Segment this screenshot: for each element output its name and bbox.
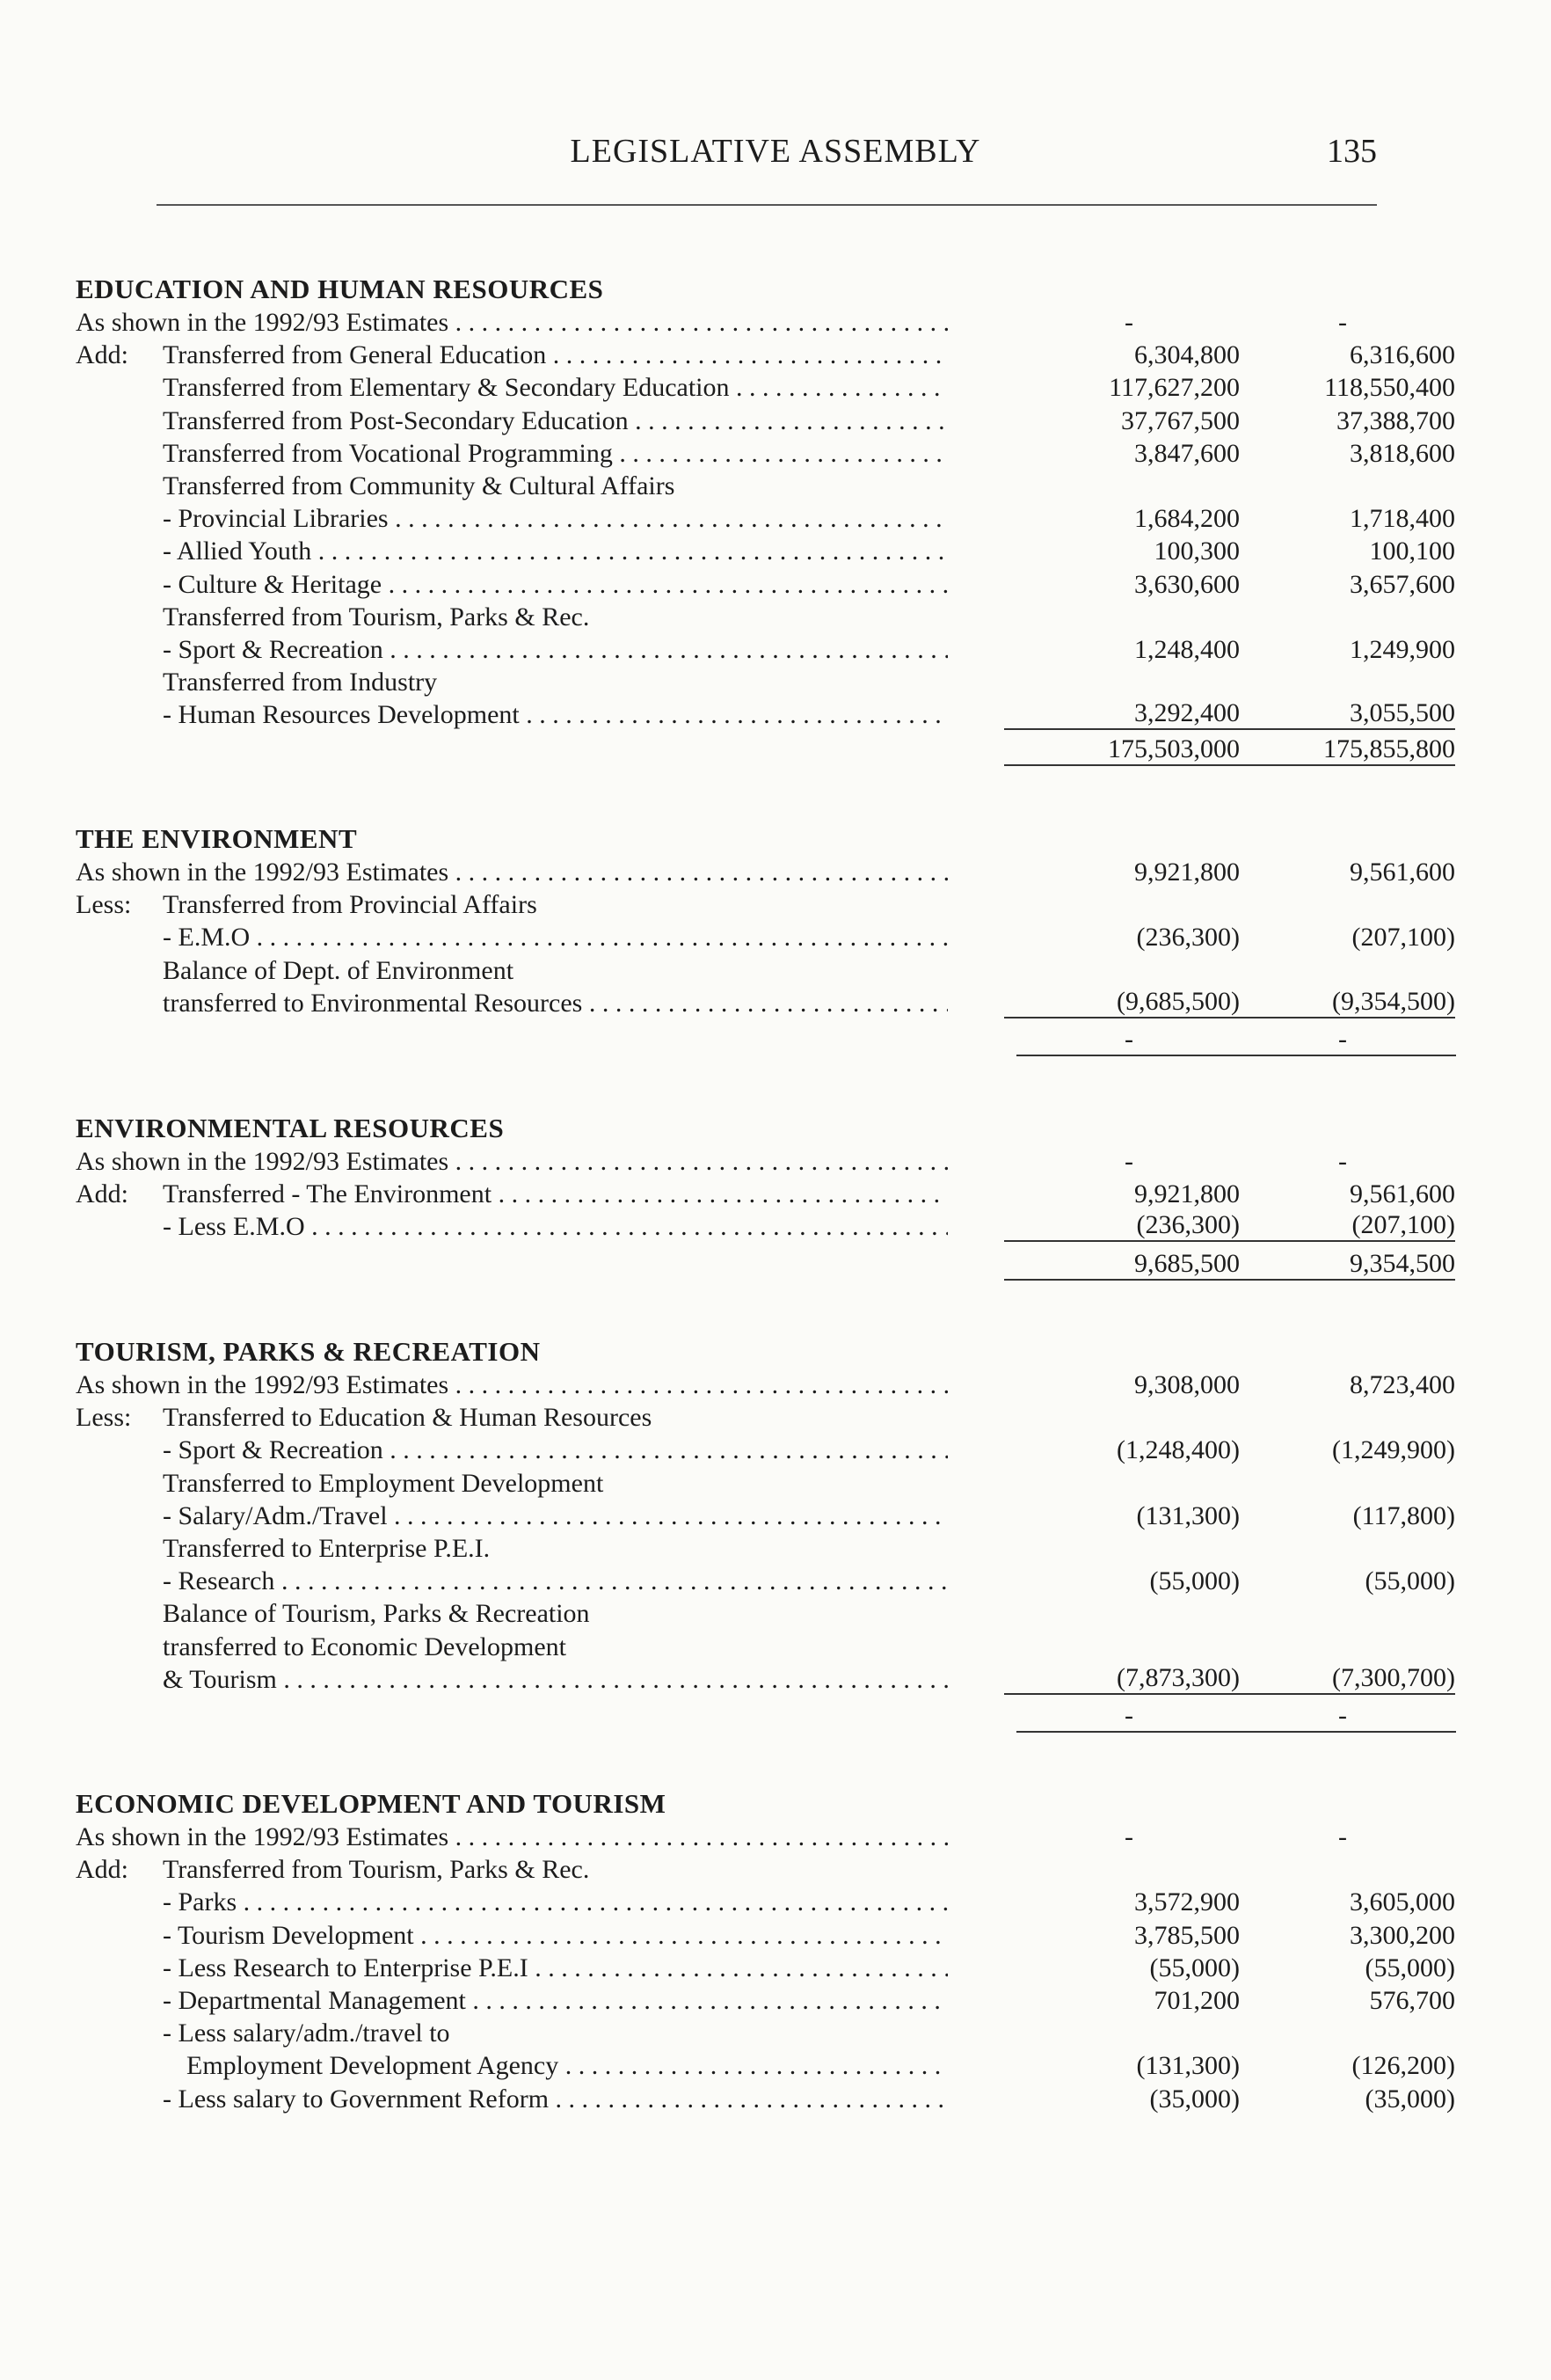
row-label: Transferred from Community & Cultural Affairs — [163, 471, 675, 500]
section-the-environment — [76, 822, 1455, 1057]
row-prefix: Less: — [76, 1403, 132, 1433]
table-row — [76, 1886, 1455, 1918]
value-1993-94: (117,800) — [1352, 1500, 1455, 1530]
row-label: - E.M.O . . . — [163, 921, 948, 953]
value-1993-94: (1,249,900) — [1332, 1435, 1455, 1465]
table-row — [76, 339, 1455, 371]
value-1992-93: 6,304,800 — [1134, 340, 1240, 370]
table-row — [76, 921, 1455, 953]
row-label: - Less salary/adm./travel to — [163, 2019, 450, 2048]
table-row — [76, 306, 1394, 339]
row-label: Transferred - The Environment . . . — [163, 1178, 948, 1210]
table-row — [76, 1210, 1455, 1243]
value-1992-93: (236,300) — [1136, 923, 1240, 953]
value-1992-93: 9,921,800 — [1134, 1179, 1240, 1209]
table-row — [76, 1821, 1394, 1853]
table-row — [76, 601, 1394, 633]
table-row — [76, 437, 1455, 470]
value-1993-94: - — [1338, 308, 1347, 337]
row-label: Transferred to Employment Development — [163, 1468, 604, 1498]
row-label: As shown in the 1992/93 Estimates . . . — [76, 1369, 948, 1401]
row-prefix: Add: — [76, 1855, 128, 1885]
table-row — [76, 698, 1455, 731]
table-row — [76, 1467, 1394, 1500]
total-row — [76, 1701, 1394, 1734]
value-1993-94: 100,100 — [1369, 537, 1455, 566]
row-label: Transferred from Provincial Affairs — [163, 890, 537, 920]
row-label: As shown in the 1992/93 Estimates . . . — [76, 306, 948, 339]
value-1992-93: 37,767,500 — [1121, 405, 1240, 435]
value-1993-94: 6,316,600 — [1350, 340, 1455, 370]
value-1993-94: (207,100) — [1351, 923, 1455, 953]
row-label: transferred to Environmental Resources . . . — [163, 987, 948, 1019]
value-1992-93: (55,000) — [1149, 1953, 1240, 1982]
row-label: Employment Development Agency . . . — [186, 2049, 948, 2082]
table-row — [76, 1565, 1455, 1597]
row-label: - Departmental Management . . . — [163, 1984, 948, 2017]
row-label: & Tourism . . . — [163, 1663, 948, 1696]
table-row — [76, 2049, 1455, 2082]
row-label: Balance of Tourism, Parks & Recreation — [163, 1599, 590, 1629]
total-1992-93: - — [1016, 1701, 1242, 1733]
total-row — [76, 1025, 1394, 1057]
row-label: Transferred from Tourism, Parks & Rec. — [163, 602, 590, 632]
value-1993-94: (55,000) — [1365, 1953, 1455, 1982]
value-1993-94: 8,723,400 — [1350, 1370, 1455, 1399]
value-1992-93: 9,308,000 — [1134, 1370, 1240, 1399]
row-label: - Human Resources Development . . . — [163, 698, 948, 731]
value-1992-93: (7,873,300) — [1004, 1663, 1240, 1695]
table-row — [76, 1434, 1455, 1466]
table-row — [76, 856, 1455, 888]
value-1992-93: - — [1125, 308, 1133, 337]
total-1992-93: - — [1016, 1025, 1242, 1056]
section-title: ECONOMIC DEVELOPMENT AND TOURISM — [76, 1788, 666, 1819]
section-economic-development-tourism — [76, 1787, 1455, 2115]
total-1993-94: - — [1229, 1025, 1456, 1056]
row-prefix: Less: — [76, 890, 132, 920]
row-label: Transferred from Vocational Programming . . . — [163, 437, 948, 470]
table-row — [76, 1597, 1394, 1630]
value-1992-93: 1,248,400 — [1134, 634, 1240, 664]
value-1992-93: 701,200 — [1154, 1985, 1240, 2015]
value-1993-94: (126,200) — [1351, 2051, 1455, 2081]
value-1992-93: 3,572,900 — [1134, 1887, 1240, 1917]
value-1993-94: (207,100) — [1224, 1210, 1455, 1242]
row-label: - Salary/Adm./Travel . . . — [163, 1500, 948, 1532]
page-number: 135 — [1327, 133, 1377, 170]
row-label: Transferred from Tourism, Parks & Rec. — [163, 1855, 590, 1885]
row-label: Transferred from Industry — [163, 668, 438, 697]
row-label: - Culture & Heritage . . . — [163, 568, 948, 601]
value-1993-94: (55,000) — [1365, 1566, 1455, 1596]
section-title: THE ENVIRONMENT — [76, 823, 358, 854]
table-row — [76, 666, 1394, 698]
row-label: As shown in the 1992/93 Estimates . . . — [76, 1145, 948, 1178]
section-education-human-resources — [76, 273, 1455, 768]
value-1992-93: 3,785,500 — [1134, 1920, 1240, 1950]
section-title: ENVIRONMENTAL RESOURCES — [76, 1113, 505, 1143]
section-environmental-resources — [76, 1112, 1455, 1281]
value-1993-94: (7,300,700) — [1224, 1663, 1455, 1695]
section-tourism-parks-recreation — [76, 1335, 1455, 1734]
table-row — [76, 1631, 1394, 1663]
value-1992-93: - — [1125, 1822, 1133, 1851]
table-row — [76, 1984, 1455, 2017]
value-1993-94: 3,605,000 — [1350, 1887, 1455, 1917]
row-label: Balance of Dept. of Environment — [163, 955, 514, 985]
value-1992-93: - — [1125, 1147, 1133, 1176]
row-label: Transferred from Elementary & Secondary Education . . . — [163, 371, 948, 404]
value-1993-94: 576,700 — [1369, 1985, 1455, 2015]
value-1992-93: 1,684,200 — [1134, 504, 1240, 534]
value-1993-94: - — [1338, 1147, 1347, 1176]
total-row — [76, 734, 1455, 767]
value-1992-93: (131,300) — [1136, 2051, 1240, 2081]
value-1993-94: 118,550,400 — [1324, 373, 1455, 403]
table-row — [76, 502, 1455, 535]
table-row — [76, 1919, 1455, 1952]
value-1993-94: 37,388,700 — [1336, 405, 1455, 435]
table-row — [76, 568, 1455, 601]
table-row — [76, 371, 1455, 404]
row-label: - Less salary to Government Reform . . . — [163, 2083, 948, 2115]
table-row — [76, 1853, 1394, 1886]
row-label: transferred to Economic Development — [163, 1632, 566, 1661]
total-1992-93: 175,503,000 — [1004, 734, 1240, 766]
header-rule — [157, 204, 1377, 206]
table-row — [76, 888, 1394, 921]
table-row — [76, 1500, 1455, 1532]
table-row — [76, 405, 1455, 437]
table-row — [76, 1401, 1394, 1434]
value-1992-93: (55,000) — [1149, 1566, 1240, 1596]
row-label: - Less E.M.O . . . — [163, 1210, 948, 1243]
value-1993-94: 3,657,600 — [1350, 569, 1455, 599]
row-label: - Tourism Development . . . — [163, 1919, 948, 1952]
total-1993-94: - — [1229, 1701, 1456, 1733]
total-1993-94: 9,354,500 — [1224, 1249, 1455, 1281]
row-prefix: Add: — [76, 340, 128, 370]
table-row — [76, 1178, 1455, 1210]
table-row — [76, 470, 1394, 502]
table-row — [76, 1662, 1455, 1696]
total-1992-93: 9,685,500 — [1004, 1249, 1240, 1281]
value-1993-94: (35,000) — [1365, 2084, 1455, 2114]
value-1992-93: 3,292,400 — [1004, 698, 1240, 730]
row-label: Transferred from General Education . . . — [163, 339, 948, 371]
value-1992-93: (1,248,400) — [1117, 1435, 1240, 1465]
value-1992-93: 3,847,600 — [1134, 438, 1240, 468]
row-label: - Allied Youth . . . — [163, 535, 948, 567]
value-1992-93: (131,300) — [1136, 1500, 1240, 1530]
table-row — [76, 633, 1455, 666]
table-row — [76, 986, 1455, 1019]
table-row — [76, 1145, 1394, 1178]
page-header-title: LEGISLATIVE ASSEMBLY — [570, 133, 981, 170]
section-title: TOURISM, PARKS & RECREATION — [76, 1336, 541, 1367]
total-1993-94: 175,855,800 — [1224, 734, 1455, 766]
table-row — [76, 1532, 1394, 1565]
table-row — [76, 2083, 1455, 2115]
value-1993-94: 1,718,400 — [1350, 504, 1455, 534]
value-1993-94: 3,300,200 — [1350, 1920, 1455, 1950]
value-1993-94: 3,055,500 — [1224, 698, 1455, 730]
row-label: - Parks . . . — [163, 1886, 948, 1918]
row-label: As shown in the 1992/93 Estimates . . . — [76, 856, 948, 888]
row-label: - Provincial Libraries . . . — [163, 502, 948, 535]
value-1992-93: (35,000) — [1149, 2084, 1240, 2114]
row-prefix: Add: — [76, 1179, 128, 1209]
row-label: - Sport & Recreation . . . — [163, 633, 948, 666]
table-row — [76, 535, 1455, 567]
value-1992-93: (9,685,500) — [1004, 987, 1240, 1018]
value-1993-94: 3,818,600 — [1350, 438, 1455, 468]
value-1993-94: - — [1338, 1822, 1347, 1851]
table-row — [76, 2017, 1394, 2049]
row-label: Transferred to Education & Human Resources — [163, 1403, 652, 1433]
value-1993-94: 9,561,600 — [1350, 858, 1455, 887]
value-1992-93: 9,921,800 — [1134, 858, 1240, 887]
value-1993-94: (9,354,500) — [1224, 987, 1455, 1018]
value-1992-93: 100,300 — [1154, 537, 1240, 566]
table-row — [76, 1952, 1455, 1984]
value-1992-93: 117,627,200 — [1109, 373, 1240, 403]
value-1993-94: 9,561,600 — [1350, 1179, 1455, 1209]
total-row — [76, 1248, 1455, 1281]
table-row — [76, 954, 1394, 987]
value-1993-94: 1,249,900 — [1350, 634, 1455, 664]
row-label: As shown in the 1992/93 Estimates . . . — [76, 1821, 948, 1853]
value-1992-93: 3,630,600 — [1134, 569, 1240, 599]
row-label: - Research . . . — [163, 1565, 948, 1597]
row-label: - Sport & Recreation . . . — [163, 1434, 948, 1466]
row-label: - Less Research to Enterprise P.E.I . . . — [163, 1952, 948, 1984]
value-1992-93: (236,300) — [1004, 1210, 1240, 1242]
row-label: Transferred from Post-Secondary Education . . . — [163, 405, 948, 437]
row-label: Transferred to Enterprise P.E.I. — [163, 1533, 491, 1563]
section-title: EDUCATION AND HUMAN RESOURCES — [76, 274, 604, 304]
table-row — [76, 1369, 1455, 1401]
